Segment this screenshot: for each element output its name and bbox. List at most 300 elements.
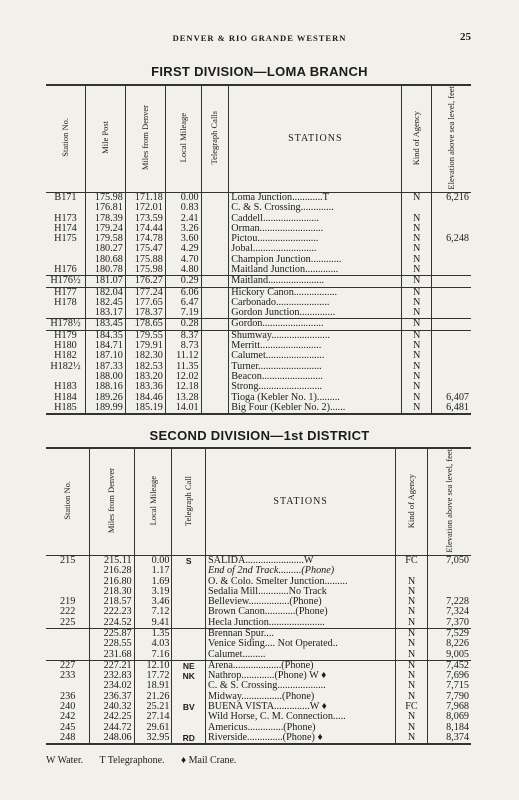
kind-of-agency: N xyxy=(396,618,427,629)
telegraph-call xyxy=(172,607,206,617)
telegraph-call: BV xyxy=(172,702,206,712)
station-name: Pictou........................ xyxy=(229,234,402,244)
col-header: Station No. xyxy=(46,85,85,192)
elevation: 9,005 xyxy=(446,648,469,660)
station-number: 248 xyxy=(46,733,90,744)
col-header: Local Mileage xyxy=(165,85,201,192)
kind-of-agency: N xyxy=(396,671,427,681)
elevation xyxy=(432,351,471,361)
kind-of-agency: N xyxy=(402,276,432,287)
station-name: Venice Siding.... Not Operated.. xyxy=(205,639,395,649)
page-number: 25 xyxy=(460,31,471,43)
telegraph-call xyxy=(172,650,206,661)
station-name: Maitland Junction............. xyxy=(229,265,402,276)
mile-post: 188.16 xyxy=(85,382,125,392)
elevation xyxy=(432,341,471,351)
local-mileage: 4.80 xyxy=(165,265,201,276)
miles-from-denver: 178.65 xyxy=(125,319,165,330)
kind-of-agency: N xyxy=(396,577,427,587)
telegraph-call xyxy=(201,382,229,392)
station-name: Loma Junction............T xyxy=(229,192,402,203)
miles-from-denver: 179.55 xyxy=(125,330,165,341)
local-mileage: 0.29 xyxy=(165,276,201,287)
elevation: 7,324 xyxy=(446,606,469,618)
miles-from-denver: 222.23 xyxy=(90,607,134,617)
station-number: H183 xyxy=(46,382,85,392)
station-number: H176 xyxy=(46,265,85,276)
kind-of-agency: FC xyxy=(396,555,427,566)
station-name: Champion Junction............ xyxy=(229,255,402,265)
local-mileage: 18.91 xyxy=(134,681,172,691)
station-number: H182½ xyxy=(46,362,85,372)
station-name: Hickory Canon................. xyxy=(229,287,402,298)
elevation: 7,228 xyxy=(446,596,469,608)
miles-from-denver: 174.44 xyxy=(125,224,165,234)
table-row xyxy=(46,650,471,661)
kind-of-agency: N xyxy=(396,660,427,671)
telegraph-call xyxy=(172,639,206,649)
station-name: Hecla Junction...................... xyxy=(205,618,395,629)
station-name: Riverside..............(Phone) ♦ xyxy=(205,733,395,744)
station-number: 222 xyxy=(46,607,90,617)
miles-from-denver: 216.80 xyxy=(90,577,134,587)
elevation xyxy=(432,298,471,308)
local-mileage: 4.70 xyxy=(165,255,201,265)
kind-of-agency: N xyxy=(396,681,427,691)
miles-from-denver: 244.72 xyxy=(90,723,134,733)
station-number: 245 xyxy=(46,723,90,733)
miles-from-denver: 183.36 xyxy=(125,382,165,392)
elevation: 8,184 xyxy=(446,721,469,733)
elevation xyxy=(432,287,471,298)
kind-of-agency: N xyxy=(402,287,432,298)
section1-title: FIRST DIVISION—LOMA BRANCH xyxy=(151,64,368,79)
miles-from-denver: 182.53 xyxy=(125,362,165,372)
mile-post: 182.45 xyxy=(85,298,125,308)
mile-post: 179.24 xyxy=(85,224,125,234)
station-number: H184 xyxy=(46,393,85,403)
station-number xyxy=(46,308,85,319)
telegraph-call xyxy=(172,628,206,639)
station-number: 242 xyxy=(46,712,90,722)
local-mileage: 21.26 xyxy=(134,692,172,702)
kind-of-agency: N xyxy=(402,403,432,414)
miles-from-denver: 224.52 xyxy=(90,618,134,629)
miles-from-denver: 182.30 xyxy=(125,351,165,361)
col-header: Miles from Denver xyxy=(125,85,165,192)
col-header: Local Mileage xyxy=(134,448,172,555)
miles-from-denver: 178.37 xyxy=(125,308,165,319)
miles-from-denver: 184.46 xyxy=(125,393,165,403)
kind-of-agency: N xyxy=(402,234,432,244)
station-name: Merritt........................ xyxy=(229,341,402,351)
station-name: SALIDA.......................W xyxy=(205,555,395,566)
miles-from-denver: 176.27 xyxy=(125,276,165,287)
station-name: Belleview................(Phone) xyxy=(205,597,395,607)
station-name: Jobal......................... xyxy=(229,244,402,254)
miles-from-denver: 177.24 xyxy=(125,287,165,298)
miles-from-denver: 171.18 xyxy=(125,192,165,203)
kind-of-agency: N xyxy=(402,382,432,392)
legend-mail-crane: ♦ Mail Crane. xyxy=(181,755,237,766)
telegraph-call xyxy=(172,587,206,597)
local-mileage: 0.28 xyxy=(165,319,201,330)
station-number: B171 xyxy=(46,192,85,203)
elevation xyxy=(432,265,471,276)
station-name: Americus..............(Phone) xyxy=(205,723,395,733)
local-mileage: 8.73 xyxy=(165,341,201,351)
table-row xyxy=(46,308,471,319)
mile-post: 183.45 xyxy=(85,319,125,330)
kind-of-agency: N xyxy=(402,351,432,361)
station-name: Maitland...................... xyxy=(229,276,402,287)
local-mileage: 1.35 xyxy=(134,628,172,639)
local-mileage: 3.60 xyxy=(165,234,201,244)
col-header: Mile Post xyxy=(85,85,125,192)
miles-from-denver: 228.55 xyxy=(90,639,134,649)
table-row xyxy=(46,618,471,629)
mile-post: 179.58 xyxy=(85,234,125,244)
station-number: 236 xyxy=(46,692,90,702)
local-mileage: 29.61 xyxy=(134,723,172,733)
elevation: 7,529 xyxy=(427,628,471,639)
kind-of-agency: FC xyxy=(396,702,427,712)
local-mileage: 0.00 xyxy=(165,192,201,203)
telegraph-call xyxy=(172,712,206,722)
station-name: Calumet......... xyxy=(205,650,395,661)
local-mileage: 4.03 xyxy=(134,639,172,649)
station-name: Beacon........................ xyxy=(229,372,402,382)
telegraph-call xyxy=(172,723,206,733)
elevation xyxy=(432,203,471,213)
miles-from-denver: 240.32 xyxy=(90,702,134,712)
elevation: 7,696 xyxy=(446,670,469,682)
local-mileage: 1.69 xyxy=(134,577,172,587)
miles-from-denver: 234.02 xyxy=(90,681,134,691)
elevation: 7,968 xyxy=(446,701,469,713)
kind-of-agency: N xyxy=(402,192,432,203)
station-name: Big Four (Kebler No. 2)...... xyxy=(229,403,402,414)
telegraph-call: NK xyxy=(172,671,206,681)
miles-from-denver: 175.88 xyxy=(125,255,165,265)
elevation xyxy=(432,276,471,287)
kind-of-agency: N xyxy=(396,639,427,649)
station-number: H185 xyxy=(46,403,85,414)
station-name: Midway................(Phone) xyxy=(205,692,395,702)
mile-post: 189.99 xyxy=(85,403,125,414)
telegraph-call xyxy=(201,308,229,319)
table-row xyxy=(46,403,471,414)
local-mileage: 25.21 xyxy=(134,702,172,712)
elevation xyxy=(432,319,471,330)
miles-from-denver: 242.25 xyxy=(90,712,134,722)
miles-from-denver: 179.91 xyxy=(125,341,165,351)
station-name: Nathrop.............(Phone) W ♦ xyxy=(205,671,395,681)
station-name: End of 2nd Track.........(Phone) xyxy=(205,566,395,576)
local-mileage: 12.02 xyxy=(165,372,201,382)
station-name: Tioga (Kebler No. 1)......... xyxy=(229,393,402,403)
mile-post: 180.27 xyxy=(85,244,125,254)
kind-of-agency: N xyxy=(396,650,427,661)
local-mileage: 3.19 xyxy=(134,587,172,597)
kind-of-agency: N xyxy=(396,712,427,722)
kind-of-agency: N xyxy=(402,319,432,330)
station-name: Brown Canon............(Phone) xyxy=(205,607,395,617)
miles-from-denver: 227.21 xyxy=(90,660,134,671)
elevation: 7,050 xyxy=(446,554,469,566)
kind-of-agency: N xyxy=(396,597,427,607)
station-number: H180 xyxy=(46,341,85,351)
elevation xyxy=(432,214,471,224)
station-name: Brennan Spur.... xyxy=(205,628,395,639)
elevation: 7,715 xyxy=(446,680,469,692)
kind-of-agency: N xyxy=(402,372,432,382)
col-header: STATIONS xyxy=(229,85,402,192)
mile-post: 188.00 xyxy=(85,372,125,382)
mile-post: 180.78 xyxy=(85,265,125,276)
mile-post: 189.26 xyxy=(85,393,125,403)
miles-from-denver: 218.30 xyxy=(90,587,134,597)
miles-from-denver: 173.59 xyxy=(125,214,165,224)
local-mileage: 7.16 xyxy=(134,650,172,661)
kind-of-agency: N xyxy=(402,308,432,319)
local-mileage: 32.95 xyxy=(134,733,172,744)
telegraph-call xyxy=(201,351,229,361)
elevation xyxy=(427,577,471,587)
col-header: Telegraph Calls xyxy=(201,85,229,192)
elevation: 7,790 xyxy=(446,690,469,702)
legend-footer xyxy=(46,755,250,766)
col-header: Kind of Agency xyxy=(402,85,432,192)
station-number: H175 xyxy=(46,234,85,244)
telegraph-call xyxy=(201,192,229,203)
miles-from-denver: 231.68 xyxy=(90,650,134,661)
elevation xyxy=(432,244,471,254)
station-number xyxy=(46,244,85,254)
kind-of-agency xyxy=(402,203,432,213)
elevation: 6,248 xyxy=(446,233,469,245)
station-name: O. & Colo. Smelter Junction......... xyxy=(205,577,395,587)
kind-of-agency: N xyxy=(402,298,432,308)
station-name: Gordon Junction.............. xyxy=(229,308,402,319)
miles-from-denver: 175.47 xyxy=(125,244,165,254)
local-mileage: 7.19 xyxy=(165,308,201,319)
legend-water: W Water. xyxy=(46,755,84,766)
station-name: C. & S. Crossing................... xyxy=(205,681,395,691)
kind-of-agency: N xyxy=(402,214,432,224)
station-name: C. & S. Crossing............. xyxy=(229,203,402,213)
telegraph-call xyxy=(172,692,206,702)
mile-post: 181.07 xyxy=(85,276,125,287)
mile-post: 175.98 xyxy=(85,192,125,203)
elevation: 8,226 xyxy=(446,638,469,650)
station-number: H173 xyxy=(46,214,85,224)
local-mileage: 17.72 xyxy=(134,671,172,681)
local-mileage: 2.41 xyxy=(165,214,201,224)
station-number: 225 xyxy=(46,618,90,629)
station-name: Strong......................... xyxy=(229,382,402,392)
station-number: 215 xyxy=(46,555,90,566)
telegraph-call: RD xyxy=(172,733,206,744)
elevation xyxy=(432,255,471,265)
station-name: Orman......................... xyxy=(229,224,402,234)
kind-of-agency: N xyxy=(402,255,432,265)
telegraph-call xyxy=(201,330,229,341)
elevation: 6,216 xyxy=(446,191,469,203)
local-mileage: 13.28 xyxy=(165,393,201,403)
table-row xyxy=(46,265,471,276)
local-mileage: 7.12 xyxy=(134,607,172,617)
miles-from-denver: 172.01 xyxy=(125,203,165,213)
station-number: H177 xyxy=(46,287,85,298)
telegraph-call xyxy=(201,224,229,234)
col-header: Miles from Denver xyxy=(90,448,134,555)
station-number: H179 xyxy=(46,330,85,341)
kind-of-agency: N xyxy=(402,341,432,351)
station-number xyxy=(46,650,90,661)
station-name: BUENA VISTA..............W ♦ xyxy=(205,702,395,712)
table-row xyxy=(46,319,471,330)
telegraph-call xyxy=(172,597,206,607)
station-number: H182 xyxy=(46,351,85,361)
kind-of-agency: N xyxy=(396,587,427,597)
station-name: Arena...................(Phone) xyxy=(205,660,395,671)
mile-post: 178.39 xyxy=(85,214,125,224)
telegraph-call xyxy=(201,372,229,382)
station-number: H178½ xyxy=(46,319,85,330)
section2-table xyxy=(46,447,471,745)
miles-from-denver: 232.83 xyxy=(90,671,134,681)
section1-table xyxy=(46,84,471,415)
elevation xyxy=(432,372,471,382)
miles-from-denver: 185.19 xyxy=(125,403,165,414)
kind-of-agency: N xyxy=(396,723,427,733)
elevation: 6,481 xyxy=(446,401,469,413)
station-number: H174 xyxy=(46,224,85,234)
station-name: Wild Horse, C. M. Connection..... xyxy=(205,712,395,722)
local-mileage: 6.06 xyxy=(165,287,201,298)
table-row xyxy=(46,382,471,392)
telegraph-call xyxy=(201,403,229,414)
telegraph-call xyxy=(201,341,229,351)
mile-post: 187.10 xyxy=(85,351,125,361)
col-header: Elevation above sea level, feet xyxy=(432,85,471,192)
station-name: Shumway....................... xyxy=(229,330,402,341)
telegraph-call xyxy=(172,566,206,576)
elevation xyxy=(432,308,471,319)
kind-of-agency: N xyxy=(402,244,432,254)
station-number xyxy=(46,566,90,576)
station-number xyxy=(46,639,90,649)
miles-from-denver: 215.11 xyxy=(90,555,134,566)
miles-from-denver: 216.28 xyxy=(90,566,134,576)
table-row xyxy=(46,733,471,744)
station-number: 240 xyxy=(46,702,90,712)
miles-from-denver: 177.65 xyxy=(125,298,165,308)
local-mileage: 27.14 xyxy=(134,712,172,722)
local-mileage: 4.29 xyxy=(165,244,201,254)
kind-of-agency: N xyxy=(396,628,427,639)
telegraph-call xyxy=(201,255,229,265)
telegraph-call xyxy=(201,265,229,276)
elevation: 8,374 xyxy=(446,731,469,743)
telegraph-call xyxy=(201,319,229,330)
elevation: 7,370 xyxy=(446,616,469,628)
elevation xyxy=(432,362,471,372)
miles-from-denver: 218.57 xyxy=(90,597,134,607)
local-mileage: 11.35 xyxy=(165,362,201,372)
mile-post: 176.81 xyxy=(85,203,125,213)
col-header: Elevation above sea level, feet xyxy=(427,448,471,555)
station-number: H176½ xyxy=(46,276,85,287)
kind-of-agency: N xyxy=(402,265,432,276)
elevation: 6,407 xyxy=(446,391,469,403)
station-name: Turner......................... xyxy=(229,362,402,372)
local-mileage: 8.37 xyxy=(165,330,201,341)
section2-title: SECOND DIVISION—1st DISTRICT xyxy=(149,428,370,443)
elevation xyxy=(427,566,471,576)
station-number xyxy=(46,577,90,587)
telegraph-call: S xyxy=(172,555,206,566)
local-mileage: 3.26 xyxy=(165,224,201,234)
miles-from-denver: 174.78 xyxy=(125,234,165,244)
kind-of-agency: N xyxy=(396,733,427,744)
mile-post: 184.35 xyxy=(85,330,125,341)
local-mileage: 3.46 xyxy=(134,597,172,607)
telegraph-call xyxy=(201,214,229,224)
col-header: Kind of Agency xyxy=(396,448,427,555)
table-row xyxy=(46,276,471,287)
telegraph-call xyxy=(201,244,229,254)
elevation: 7,452 xyxy=(427,660,471,671)
mile-post: 183.17 xyxy=(85,308,125,319)
elevation xyxy=(432,330,471,341)
elevation xyxy=(432,382,471,392)
table-row xyxy=(46,566,471,576)
telegraph-call xyxy=(201,203,229,213)
legend-telegraphone: T Telegraphone. xyxy=(99,755,165,766)
telegraph-call xyxy=(172,681,206,691)
local-mileage: 0.83 xyxy=(165,203,201,213)
station-name: Carbonado..................... xyxy=(229,298,402,308)
telegraph-call xyxy=(172,618,206,629)
kind-of-agency: N xyxy=(396,607,427,617)
telegraph-call xyxy=(201,287,229,298)
station-name: Calumet....................... xyxy=(229,351,402,361)
table-row xyxy=(46,203,471,213)
station-number: H178 xyxy=(46,298,85,308)
telegraph-call: NE xyxy=(172,660,206,671)
miles-from-denver: 175.98 xyxy=(125,265,165,276)
local-mileage: 6.47 xyxy=(165,298,201,308)
miles-from-denver: 183.20 xyxy=(125,372,165,382)
kind-of-agency: N xyxy=(402,224,432,234)
station-number xyxy=(46,628,90,639)
local-mileage: 9.41 xyxy=(134,618,172,629)
station-number: 227 xyxy=(46,660,90,671)
running-head: DENVER & RIO GRANDE WESTERN xyxy=(172,33,347,43)
telegraph-call xyxy=(172,577,206,587)
mile-post: 182.04 xyxy=(85,287,125,298)
station-number xyxy=(46,203,85,213)
kind-of-agency: N xyxy=(402,330,432,341)
col-header: STATIONS xyxy=(205,448,395,555)
telegraph-call xyxy=(201,234,229,244)
local-mileage: 12.18 xyxy=(165,382,201,392)
station-name: Gordon........................ xyxy=(229,319,402,330)
mile-post: 187.33 xyxy=(85,362,125,372)
miles-from-denver: 225.87 xyxy=(90,628,134,639)
